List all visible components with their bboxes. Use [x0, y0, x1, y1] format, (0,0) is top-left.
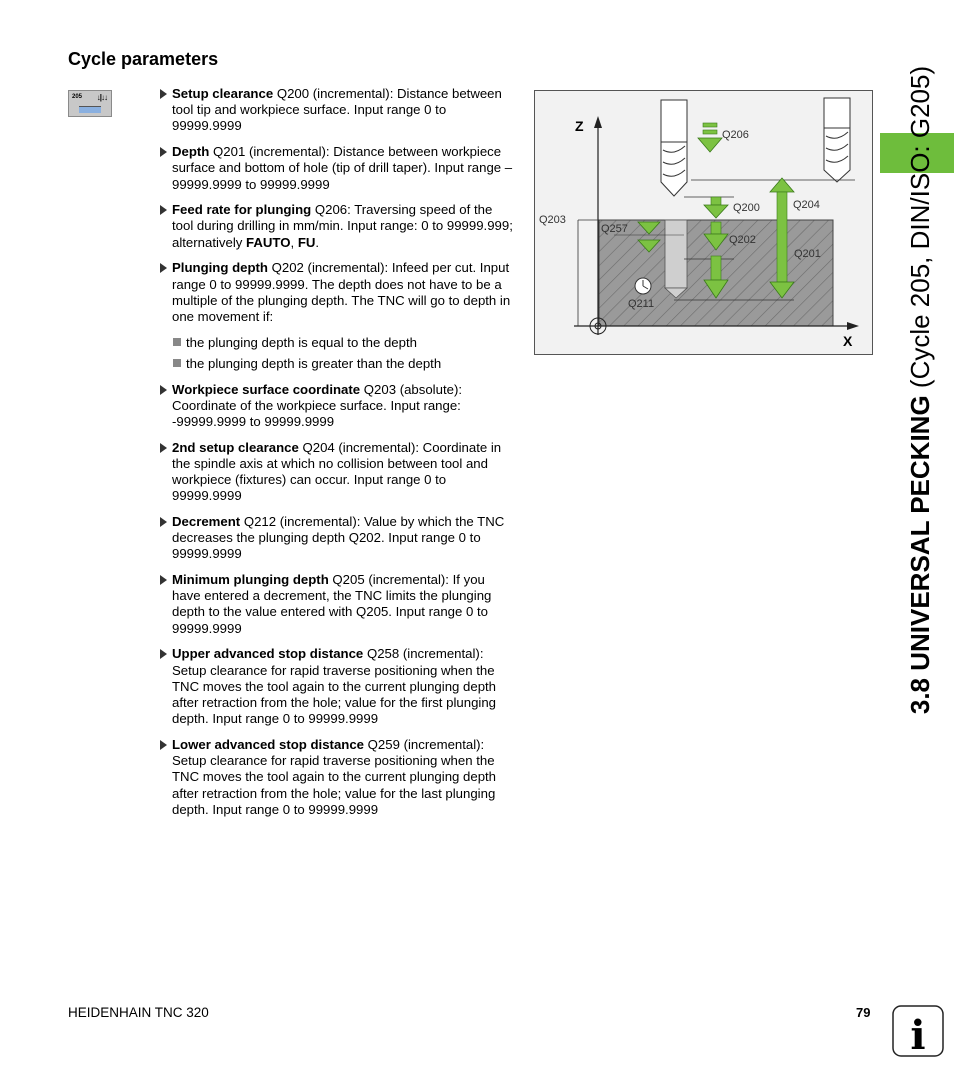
page-number: 79 [856, 1005, 871, 1020]
param-upper-advanced-stop [158, 646, 514, 727]
param-desc: Q258 (incremental): Setup clearance for rapid traverse positioning when the TNC moves the tool again to the current plunging depth after retraction from the hole; value for the first plunging depth. Input range 0 to 99999.9999 [172, 646, 497, 727]
param-name: Lower advanced stop distance [172, 736, 365, 752]
param-feed-rate [158, 202, 514, 251]
label-q200: Q200 [733, 202, 760, 214]
param-desc: Q202 (incremental): Infeed per cut. Input range 0 to 99999.9999. The depth does not have to be a multiple of the plunging depth. The TNC will go to depth in one movement if: [172, 260, 511, 324]
drill-tool-retracted-icon [824, 98, 850, 182]
triangle-bullet-icon [160, 740, 167, 750]
param-name: Decrement [172, 513, 241, 529]
info-icon [892, 1005, 944, 1057]
triangle-bullet-icon [160, 263, 167, 273]
param-decrement [158, 514, 514, 563]
param-desc: Q200 (incremental): Distance between tool tip and workpiece surface. Input range 0 to 99999.9999 [172, 86, 502, 134]
param-name: 2nd setup clearance [172, 439, 299, 455]
label-q257: Q257 [601, 223, 628, 235]
label-q203: Q203 [539, 214, 566, 226]
square-bullet-icon [173, 359, 181, 367]
param-setup-clearance [158, 86, 514, 135]
cycle-diagram [534, 90, 873, 355]
param-name: Workpiece surface coordinate [172, 381, 361, 397]
label-q201: Q201 [794, 248, 821, 260]
triangle-bullet-icon [160, 649, 167, 659]
condition-list [172, 335, 514, 373]
softkey-workpiece-icon [79, 106, 101, 113]
triangle-bullet-icon [160, 205, 167, 215]
param-desc: Q206: Traversing speed of the tool during drilling in mm/min. Input range: 0 to 99999.999; alternatively [172, 202, 513, 250]
param-desc: Q203 (absolute): Coordinate of the workpiece surface. Input range: -99999.9999 to 99999.9999 [172, 381, 463, 429]
param-desc: Q204 (incremental): Coordinate in the spindle axis at which no collision between tool and workpiece (fixtures) can occur. Input range 0 to 99999.9999 [172, 439, 502, 504]
label-q202: Q202 [729, 234, 756, 246]
z-axis-label: Z [575, 118, 584, 134]
chapter-title-cycle: (Cycle 205, DIN/ISO: G205) [905, 65, 935, 389]
param-name: Setup clearance [172, 86, 274, 101]
footer-product: HEIDENHAIN TNC 320 [68, 1005, 209, 1020]
info-icon-letter: i [910, 1012, 926, 1057]
param-plunging-depth [158, 260, 514, 325]
label-q211: Q211 [628, 298, 655, 310]
softkey-arrows: ↓|↓↓ [96, 93, 107, 102]
param-end: . [315, 234, 320, 250]
param-depth [158, 144, 514, 193]
dwell-clock-icon [635, 278, 651, 294]
chapter-title [900, 20, 940, 760]
param-workpiece-surface [158, 382, 514, 431]
label-q204: Q204 [793, 199, 820, 211]
param-name: Feed rate for plunging [172, 202, 312, 218]
param-2nd-setup-clearance [158, 440, 514, 505]
triangle-bullet-icon [160, 443, 167, 453]
param-lower-advanced-stop [158, 737, 514, 818]
param-name: Depth [172, 144, 210, 160]
chapter-title-main: 3.8 UNIVERSAL PECKING [905, 388, 935, 715]
drill-tool-icon [661, 100, 687, 196]
param-desc: Q205 (incremental): If you have entered a decrement, the TNC limits the plunging depth to the value entered with Q205. Input range 0 to 99999.9999 [172, 572, 492, 636]
param-keyword-fauto: FAUTO [246, 234, 291, 250]
param-name: Plunging depth [172, 260, 268, 276]
triangle-bullet-icon [160, 575, 167, 585]
param-desc: Q201 (incremental): Distance between workpiece surface and bottom of hole (tip of drill taper). Input range –99999.9999 to 99999.9999 [172, 144, 513, 192]
triangle-bullet-icon [160, 385, 167, 395]
list-item: the plunging depth is equal to the depth [172, 335, 514, 351]
section-title: Cycle parameters [68, 49, 219, 69]
param-keyword-fu: FU [297, 234, 316, 250]
param-name: Upper advanced stop distance [172, 646, 364, 662]
triangle-bullet-icon [160, 517, 167, 527]
list-item: the plunging depth is greater than the depth [172, 356, 514, 372]
softkey-label: 205 [72, 94, 83, 100]
param-sep: , [290, 234, 298, 250]
param-desc: Q259 (incremental): Setup clearance for rapid traverse positioning when the TNC moves the tool again to the current plunging depth after retraction from the hole; value for the last plunging depth. Input range 0 to 99999.9999 [172, 736, 497, 817]
label-q206: Q206 [722, 129, 749, 141]
param-min-plunging-depth [158, 572, 514, 637]
param-name: Minimum plunging depth [172, 572, 329, 588]
cycle-205-softkey-icon [68, 90, 112, 117]
triangle-bullet-icon [160, 147, 167, 157]
param-desc: Q212 (incremental): Value by which the TNC decreases the plunging depth Q202. Input range 0 to 99999.9999 [172, 513, 505, 562]
x-axis-label: X [843, 333, 853, 349]
parameter-list [158, 86, 514, 827]
triangle-bullet-icon [160, 89, 167, 99]
square-bullet-icon [173, 338, 181, 346]
drilled-hole [665, 220, 687, 288]
